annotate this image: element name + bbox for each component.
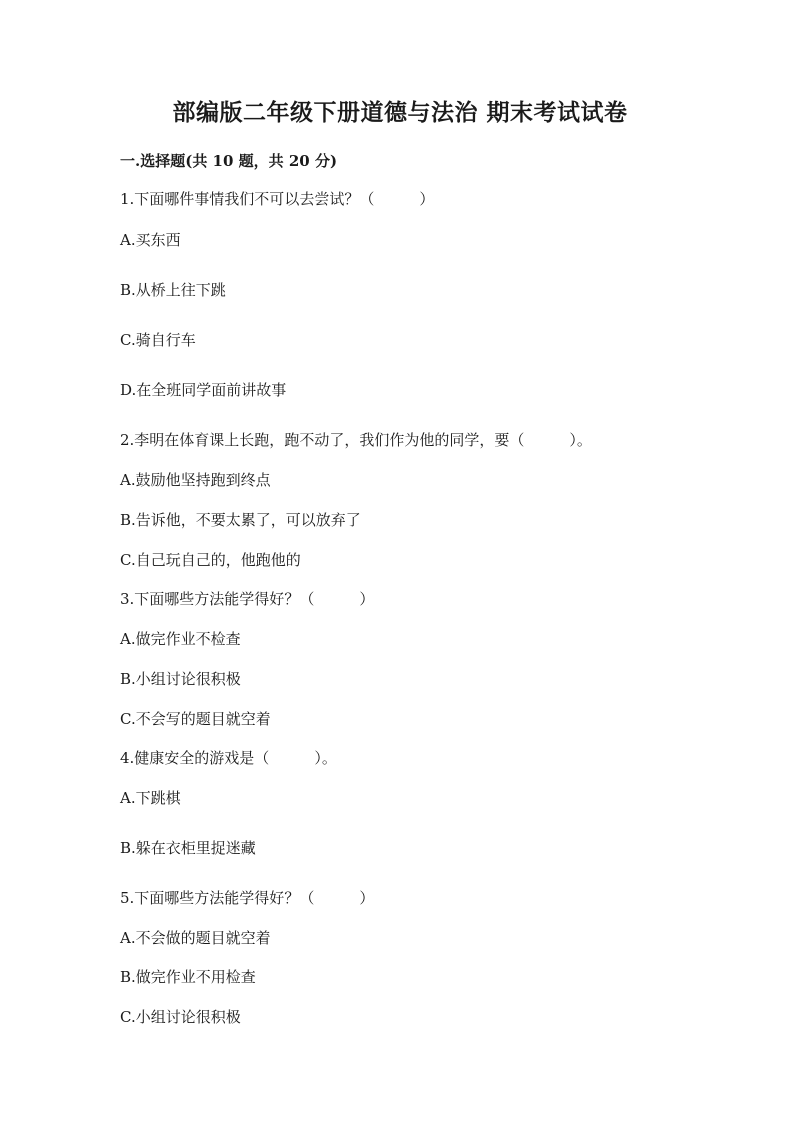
question-1-option-c: C.骑自行车 xyxy=(120,331,196,349)
question-5-stem: 5.下面哪些方法能学得好？（ ） xyxy=(120,889,375,907)
question-3-option-b: B.小组讨论很积极 xyxy=(120,670,241,688)
question-3-option-c: C.不会写的题目就空着 xyxy=(120,710,271,728)
question-5-option-c: C.小组讨论很积极 xyxy=(120,1008,241,1026)
page-title: 部编版二年级下册道德与法治 期末考试试卷 xyxy=(172,99,628,126)
question-2-stem: 2.李明在体育课上长跑，跑不动了，我们作为他的同学，要（ ）。 xyxy=(120,431,592,449)
question-5-option-b: B.做完作业不用检查 xyxy=(120,968,256,986)
question-4-option-a: A.下跳棋 xyxy=(120,789,181,807)
question-4-option-b: B.躲在衣柜里捉迷藏 xyxy=(120,839,256,857)
question-2-option-b: B.告诉他，不要太累了，可以放弃了 xyxy=(120,511,361,529)
question-3-option-a: A.做完作业不检查 xyxy=(120,630,241,648)
question-2-option-c: C.自己玩自己的，他跑他的 xyxy=(120,551,301,569)
question-5-option-a: A.不会做的题目就空着 xyxy=(120,929,271,947)
question-4-stem: 4.健康安全的游戏是（ ）。 xyxy=(120,749,337,767)
section-heading: 一.选择题(共 10 题，共 20 分) xyxy=(120,152,338,170)
question-3-stem: 3.下面哪些方法能学得好？（ ） xyxy=(120,590,375,608)
question-1-option-a: A.买东西 xyxy=(120,231,181,249)
question-1-option-d: D.在全班同学面前讲故事 xyxy=(120,381,287,399)
question-2-option-a: A.鼓励他坚持跑到终点 xyxy=(120,471,271,489)
question-1-stem: 1.下面哪件事情我们不可以去尝试？（ ） xyxy=(120,190,435,208)
question-1-option-b: B.从桥上往下跳 xyxy=(120,281,226,299)
